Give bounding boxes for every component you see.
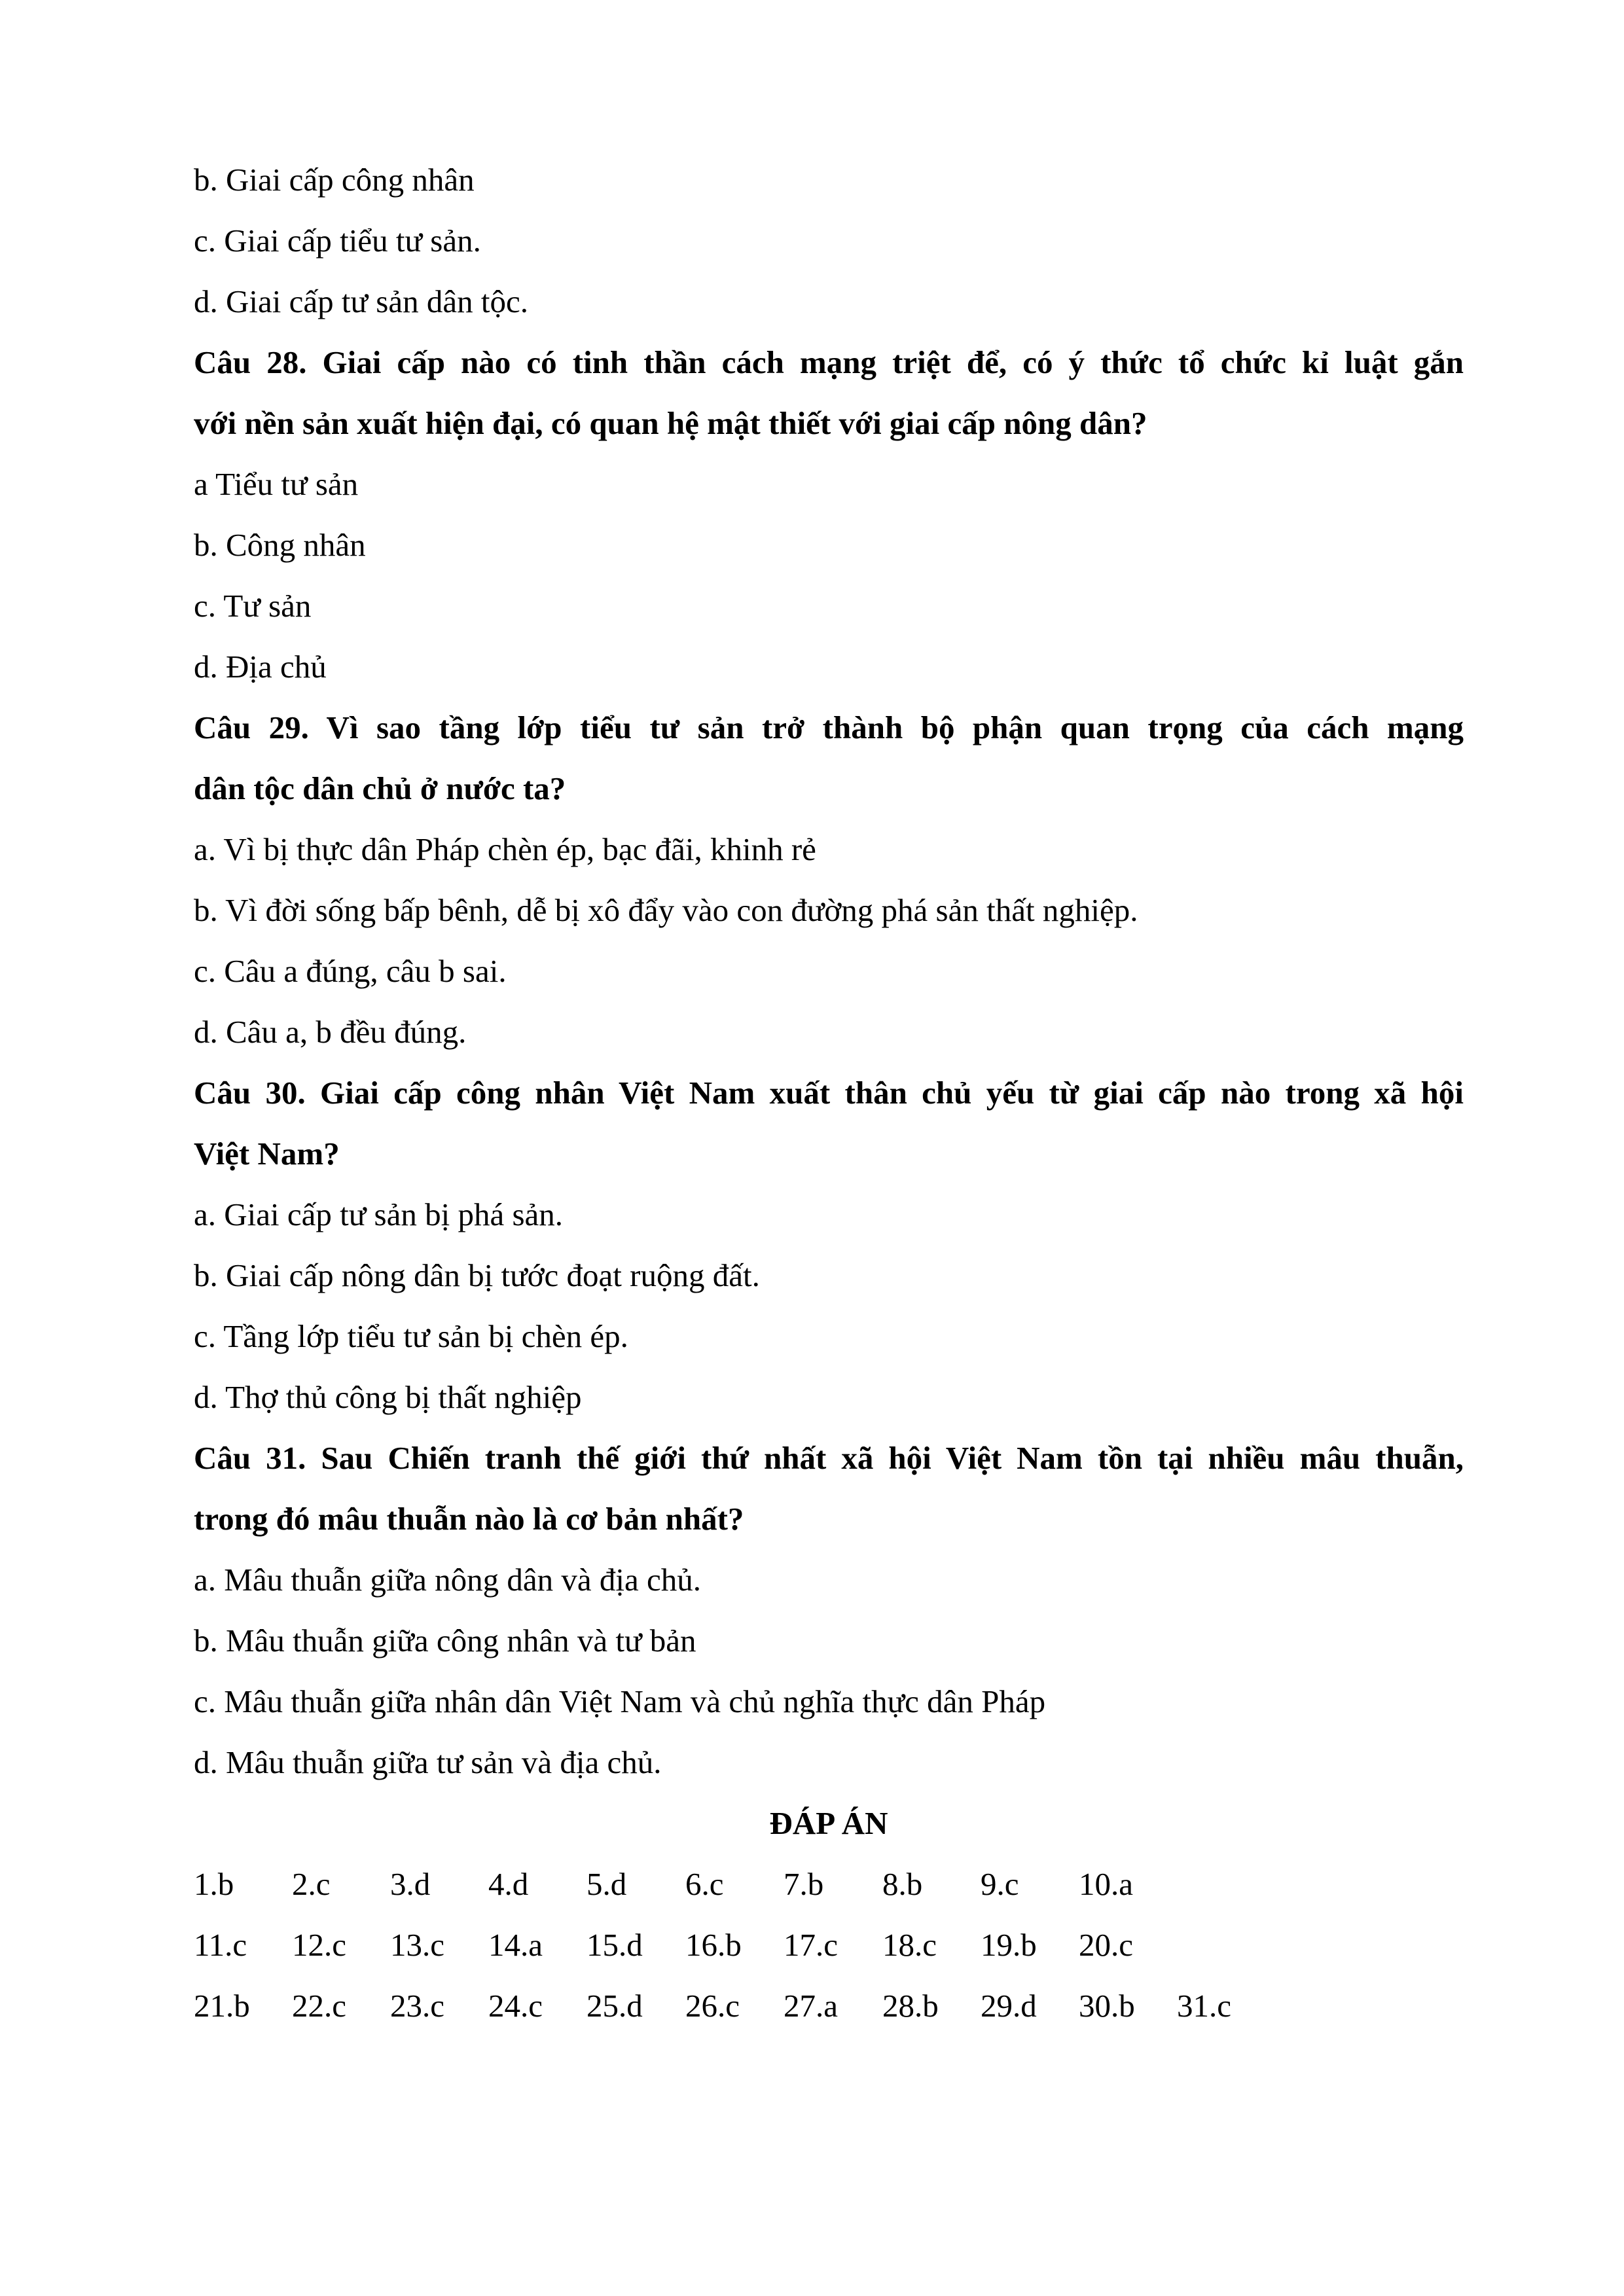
option-a: a. Mâu thuẫn giữa nông dân và địa chủ. xyxy=(194,1562,701,1598)
question-text-line: Câu 28. Giai cấp nào có tinh thần cách mạng triệt để, có ý thức tổ chức kỉ luật gắn xyxy=(194,344,1464,380)
question-text-line: trong đó mâu thuẫn nào là cơ bản nhất? xyxy=(194,1501,744,1537)
option-b: b. Mâu thuẫn giữa công nhân và tư bản xyxy=(194,1623,696,1659)
option-a: a Tiểu tư sản xyxy=(194,466,359,502)
option-b: b. Công nhân xyxy=(194,527,366,563)
question-30 xyxy=(194,1062,1464,1427)
answer-row xyxy=(194,1854,1464,1914)
question-text-line: Câu 30. Giai cấp công nhân Việt Nam xuất thân chủ yếu từ giai cấp nào trong xã hội xyxy=(194,1075,1464,1111)
answer-cell: 16.b xyxy=(685,1927,742,1963)
question-28-text xyxy=(194,332,1464,454)
answer-cell: 19.b xyxy=(981,1927,1037,1963)
question-31-text xyxy=(194,1427,1464,1549)
option-c: c. Giai cấp tiểu tư sản. xyxy=(194,223,481,259)
answer-cell: 22.c xyxy=(292,1988,346,2024)
answer-cell: 28.b xyxy=(882,1988,939,2024)
option-a: a. Vì bị thực dân Pháp chèn ép, bạc đãi, khinh rẻ xyxy=(194,831,816,867)
answer-cell: 11.c xyxy=(194,1927,247,1963)
option-d: d. Mâu thuẫn giữa tư sản và địa chủ. xyxy=(194,1744,662,1780)
answer-cell: 6.c xyxy=(685,1866,724,1902)
answer-cell: 18.c xyxy=(882,1927,937,1963)
answer-cell: 14.a xyxy=(488,1927,543,1963)
option-b: b. Giai cấp công nhân xyxy=(194,162,475,198)
answer-cell: 3.d xyxy=(390,1866,431,1902)
option-a: a. Giai cấp tư sản bị phá sản. xyxy=(194,1196,564,1232)
question-text-line: Việt Nam? xyxy=(194,1136,340,1172)
question-text-line: với nền sản xuất hiện đại, có quan hệ mật thiết với giai cấp nông dân? xyxy=(194,405,1147,441)
question-31 xyxy=(194,1427,1464,1793)
answer-cell: 30.b xyxy=(1079,1988,1135,2024)
answer-cell: 8.b xyxy=(882,1866,923,1902)
answer-cell: 9.c xyxy=(981,1866,1019,1902)
answer-cell: 15.d xyxy=(586,1927,643,1963)
question-text-line: Câu 29. Vì sao tầng lớp tiểu tư sản trở thành bộ phận quan trọng của cách mạng xyxy=(194,709,1464,745)
option-d: d. Thợ thủ công bị thất nghiệp xyxy=(194,1379,582,1415)
question-27-options xyxy=(194,149,1464,332)
answer-cell: 31.c xyxy=(1177,1988,1231,2024)
answer-cell: 27.a xyxy=(784,1988,838,2024)
answer-cell: 29.d xyxy=(981,1988,1037,2024)
answer-key xyxy=(194,1793,1464,2036)
option-d: d. Giai cấp tư sản dân tộc. xyxy=(194,283,528,319)
option-b: b. Vì đời sống bấp bênh, dễ bị xô đẩy vào con đường phá sản thất nghiệp. xyxy=(194,892,1138,928)
question-28 xyxy=(194,332,1464,697)
option-d: d. Địa chủ xyxy=(194,649,327,685)
answer-cell: 25.d xyxy=(586,1988,643,2024)
answer-cell: 7.b xyxy=(784,1866,824,1902)
answer-cell: 5.d xyxy=(586,1866,627,1902)
answer-cell: 12.c xyxy=(292,1927,346,1963)
question-text-line: dân tộc dân chủ ở nước ta? xyxy=(194,770,566,806)
answer-row xyxy=(194,1975,1464,2036)
option-b: b. Giai cấp nông dân bị tước đoạt ruộng đất. xyxy=(194,1257,760,1293)
question-text-line: Câu 31. Sau Chiến tranh thế giới thứ nhất xã hội Việt Nam tồn tại nhiều mâu thuẫn, xyxy=(194,1440,1464,1476)
answer-cell: 17.c xyxy=(784,1927,838,1963)
option-c: c. Mâu thuẫn giữa nhân dân Việt Nam và chủ nghĩa thực dân Pháp xyxy=(194,1683,1046,1719)
answer-cell: 10.a xyxy=(1079,1866,1133,1902)
answer-key-rows xyxy=(194,1854,1464,2036)
answer-cell: 26.c xyxy=(685,1988,740,2024)
answer-key-title: ĐÁP ÁN xyxy=(769,1805,888,1841)
question-29-text xyxy=(194,697,1464,819)
answer-cell: 24.c xyxy=(488,1988,543,2024)
answer-cell: 4.d xyxy=(488,1866,529,1902)
answer-cell: 20.c xyxy=(1079,1927,1133,1963)
option-c: c. Tầng lớp tiểu tư sản bị chèn ép. xyxy=(194,1318,628,1354)
option-c: c. Tư sản xyxy=(194,588,312,624)
option-d: d. Câu a, b đều đúng. xyxy=(194,1014,467,1050)
question-30-text xyxy=(194,1062,1464,1184)
answer-cell: 2.c xyxy=(292,1866,331,1902)
document-page xyxy=(194,149,1464,2036)
answer-cell: 23.c xyxy=(390,1988,444,2024)
answer-cell: 13.c xyxy=(390,1927,444,1963)
option-c: c. Câu a đúng, câu b sai. xyxy=(194,953,507,989)
question-29 xyxy=(194,697,1464,1062)
answer-cell: 21.b xyxy=(194,1988,250,2024)
answer-row xyxy=(194,1914,1464,1975)
answer-cell: 1.b xyxy=(194,1866,234,1902)
